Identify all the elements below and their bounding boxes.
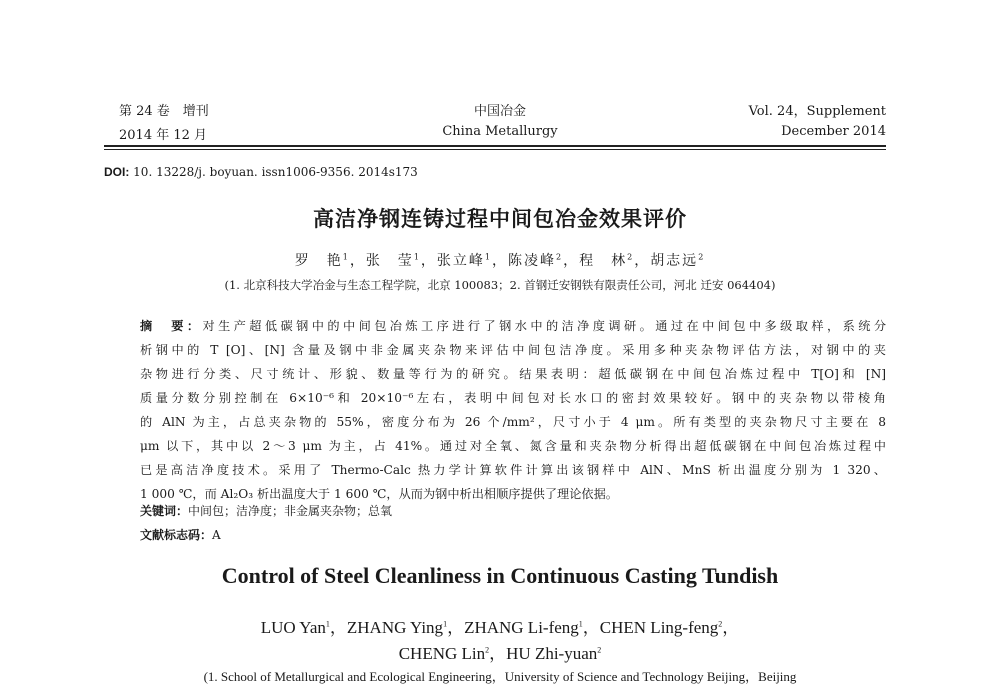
doi-value[interactable]: 10. 13228/j. boyuan. issn1006-9356. 2014s173 [133, 165, 418, 179]
journal-name-cn: 中国冶金 [473, 104, 526, 119]
abstract-text: 对生产超低碳钢中的中间包冶炼工序进行了钢水中的洁净度调研。通过在中间包中多级取样，系统分 [202, 319, 886, 333]
affiliation-en: (1. School of Metallurgical and Ecological Engineering，University of Science and Technology Beijing，Beijing [203, 669, 797, 684]
author-affiliation-marker: 1 [484, 252, 492, 262]
abstract-line [140, 410, 886, 434]
author-affiliation-marker: 1 [325, 619, 330, 629]
date-en: December 2014 [781, 124, 886, 139]
volume-issue-en: Vol. 24，Supplement [748, 104, 886, 119]
author-name: 张 莹 [365, 253, 414, 269]
journal-name-en: China Metallurgy [442, 124, 558, 139]
header-rule-thick [104, 145, 886, 147]
author-affiliation-marker: 2 [627, 252, 635, 262]
author-affiliation-marker: 2 [556, 252, 564, 262]
author-name: 陈凌峰 [508, 253, 556, 269]
volume-issue-cn: 第 24 卷 增刊 [119, 104, 209, 119]
title-en: Control of Steel Cleanliness in Continuous Casting Tundish [221, 563, 779, 588]
doc-code-value: A [212, 528, 221, 542]
title-cn: 高洁净钢连铸过程中间包冶金效果评价 [313, 207, 687, 231]
author-name: CHENG Lin [398, 644, 486, 663]
date-cn: 2014 年 12 月 [119, 128, 208, 143]
author-name: ZHANG Ying [346, 618, 444, 637]
author-name: 程 林 [579, 253, 628, 269]
author-name: LUO Yan [260, 618, 326, 637]
author-name: CHEN Ling-feng [599, 618, 719, 637]
authors-en-line1: LUO Yan$^1$，ZHANG Ying$^1$，ZHANG Li-feng$^1$，CHEN Ling-feng$^2$， [260, 618, 740, 637]
abstract-text: 已是高洁净度技术。采用了 Thermo-Calc 热力学计算软件计算出该钢样中 AlN、MnS 析出温度分别为 1 320、 [140, 463, 886, 477]
doi-line [104, 165, 418, 179]
abstract-text: 杂物进行分类、尺寸统计、形貌、数量等行为的研究。结果表明：超低碳钢在中间包冶炼过程中 T[O]和 [N] [140, 367, 886, 381]
author-name: 张立峰 [436, 253, 485, 269]
author-name: HU Zhi-yuan [506, 644, 598, 663]
abstract-text: 质量分数分别控制在 6×10⁻⁶和 20×10⁻⁶左右，表明中间包对长水口的密封效果较好。钢中的夹杂物以带棱角 [140, 391, 886, 405]
affiliation-cn: (1. 北京科技大学冶金与生态工程学院，北京 100083；2. 首钢迁安钢铁有限责任公司，河北 迁安 064404) [224, 278, 776, 292]
abstract-line [140, 314, 886, 338]
doc-code-line [140, 526, 221, 543]
abstract-block [140, 314, 886, 506]
abstract-text: 1 000 ℃，而 Al₂O₃ 析出温度大于 1 600 ℃，从而为钢中析出相顺序提供了理论依据。 [140, 487, 618, 501]
abstract-line [140, 458, 886, 482]
authors-cn: 罗 艳$^1$，张 莹$^1$，张立峰$^1$，陈凌峰$^2$，程 林$^2$，胡志远$^2$ [294, 252, 706, 269]
keywords-line [140, 502, 392, 519]
author-affiliation-marker: 2 [698, 252, 706, 262]
author-affiliation-marker: 2 [718, 619, 723, 629]
abstract-text: 析钢中的 T [O]、[N] 含量及钢中非金属夹杂物来评估中间包洁净度。采用多种夹杂物评估方法，对钢中的夹 [140, 343, 886, 357]
doc-code-label: 文献标志码： [140, 528, 213, 542]
abstract-line [140, 386, 886, 410]
author-affiliation-marker: 2 [597, 645, 602, 655]
abstract-line [140, 434, 886, 458]
author-name: ZHANG Li-feng [464, 618, 579, 637]
abstract-line [140, 338, 886, 362]
abstract-text: μm 以下，其中以 2～3 μm 为主，占 41%。通过对全氧、氮含量和夹杂物分析得出超低碳钢在中间包冶炼过程中 [140, 439, 886, 453]
doi-label: DOI: [104, 165, 130, 179]
author-affiliation-marker: 1 [342, 252, 350, 262]
abstract-text: 的 AlN 为主，占总夹杂物的 55%，密度分布为 26 个/mm²，尺寸小于 4 μm。所有类型的夹杂物尺寸主要在 8 [140, 415, 886, 429]
abstract-label: 摘 要： [140, 319, 203, 333]
keywords-value: 中间包；洁净度；非金属夹杂物；总氧 [188, 504, 393, 518]
author-name: 罗 艳 [294, 253, 343, 269]
abstract-line [140, 362, 886, 386]
author-affiliation-marker: 1 [578, 619, 583, 629]
header-rule-thin [104, 149, 886, 150]
author-affiliation-marker: 1 [413, 252, 421, 262]
authors-en-line2: CHENG Lin$^2$，HU Zhi-yuan$^2$ [398, 644, 602, 663]
keywords-label: 关键词： [140, 504, 189, 518]
author-name: 胡志远 [650, 253, 699, 269]
author-affiliation-marker: 2 [485, 645, 490, 655]
author-affiliation-marker: 1 [443, 619, 448, 629]
